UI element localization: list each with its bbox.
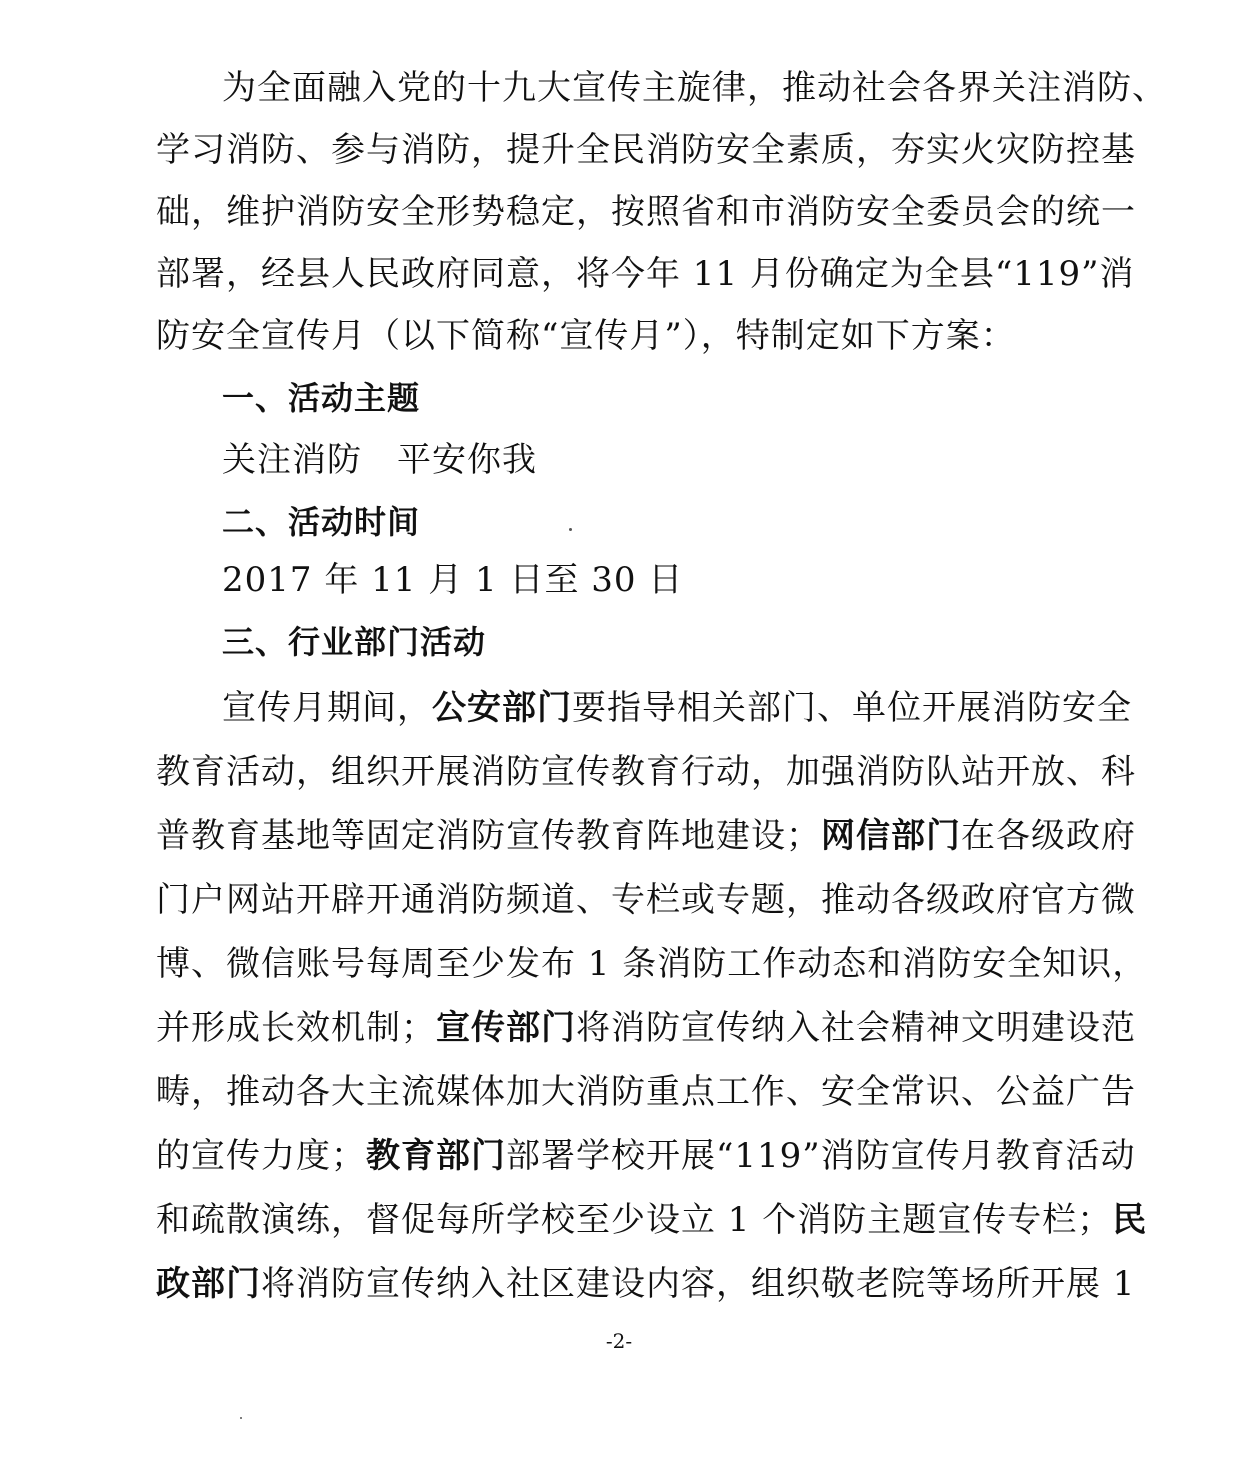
text-segment: 的宣传力度；	[156, 1136, 366, 1176]
scan-speck	[569, 528, 572, 531]
department-name: 宣传部门	[436, 1008, 576, 1048]
department-name: 网信部门	[821, 816, 961, 856]
text-segment: 要指导相关部门、单位开展消防安全	[572, 688, 1132, 728]
section-3-line-8	[156, 1134, 1136, 1178]
section-3-line-1	[222, 686, 1132, 730]
section-3-heading: 三、行业部门活动	[222, 623, 487, 661]
text-segment: 和疏散演练，督促每所学校至少设立 1 个消防主题宣传专栏；	[156, 1200, 1113, 1240]
department-name: 公安部门	[432, 688, 572, 728]
text-segment: 并形成长效机制；	[156, 1008, 436, 1048]
text-segment: 宣传月期间，	[222, 688, 432, 728]
intro-line-4: 部署，经县人民政府同意，将今年 11 月份确定为全县“119”消	[156, 254, 1135, 294]
department-name: 民	[1112, 1200, 1148, 1240]
text-segment: 畴，推动各大主流媒体加大消防重点工作、安全常识、公益广告	[156, 1072, 1136, 1112]
section-3-line-10	[156, 1262, 1136, 1306]
section-2-content: 2017 年 11 月 1 日至 30 日	[222, 560, 684, 600]
text-segment: 将消防宣传纳入社区建设内容，组织敬老院等场所开展 1	[261, 1264, 1136, 1304]
section-3-line-5	[156, 942, 1148, 986]
text-segment: 在各级政府	[961, 816, 1136, 856]
text-segment: 部署学校开展“119”消防宣传月教育活动	[506, 1136, 1136, 1176]
section-3-line-9	[156, 1198, 1148, 1242]
intro-line-1: 为全面融入党的十九大宣传主旋律，推动社会各界关注消防、	[222, 68, 1167, 108]
intro-line-2: 学习消防、参与消防，提升全民消防安全素质，夯实火灾防控基	[156, 130, 1136, 170]
section-2-heading: 二、活动时间	[222, 503, 421, 541]
department-name: 政部门	[156, 1264, 261, 1304]
scan-speck	[240, 1417, 242, 1419]
section-3-line-2	[156, 750, 1136, 794]
text-segment: 门户网站开辟开通消防频道、专栏或专题，推动各级政府官方微	[156, 880, 1136, 920]
page-number: -2-	[605, 1329, 633, 1353]
text-segment: 教育活动，组织开展消防宣传教育行动，加强消防队站开放、科	[156, 752, 1136, 792]
text-segment: 将消防宣传纳入社会精神文明建设范	[576, 1008, 1136, 1048]
section-3-line-6	[156, 1006, 1136, 1050]
section-3-line-7	[156, 1070, 1136, 1114]
section-1-heading: 一、活动主题	[222, 379, 421, 417]
section-3-line-3	[156, 814, 1136, 858]
section-3-line-4	[156, 878, 1136, 922]
intro-line-5: 防安全宣传月（以下简称“宣传月”），特制定如下方案：	[156, 316, 1016, 356]
intro-line-3: 础，维护消防安全形势稳定，按照省和市消防安全委员会的统一	[156, 192, 1136, 232]
department-name: 教育部门	[366, 1136, 506, 1176]
text-segment: 普教育基地等固定消防宣传教育阵地建设；	[156, 816, 821, 856]
section-1-content: 关注消防 平安你我	[222, 440, 537, 480]
text-segment: 博、微信账号每周至少发布 1 条消防工作动态和消防安全知识，	[156, 944, 1148, 984]
